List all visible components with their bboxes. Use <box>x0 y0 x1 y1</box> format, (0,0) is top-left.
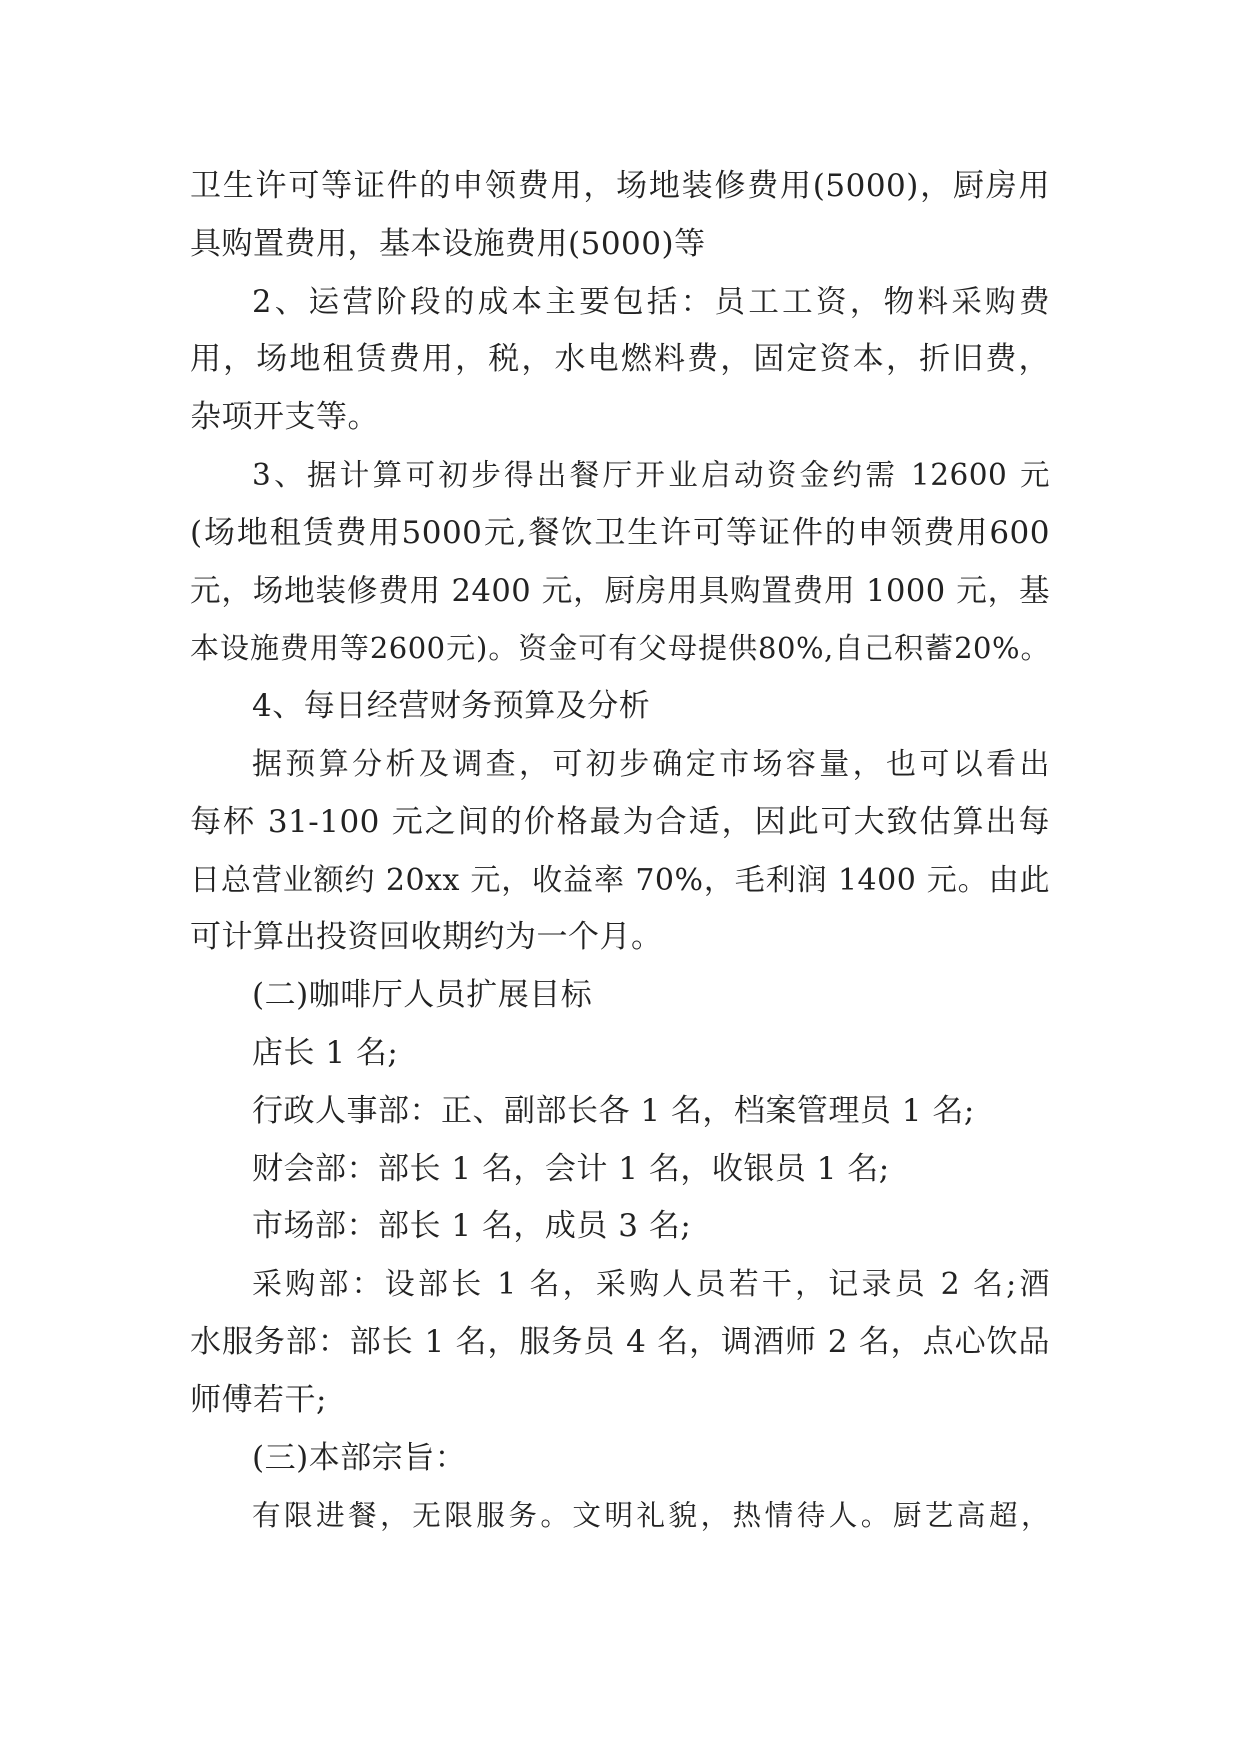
text-line: 水服务部：部长 1 名，服务员 4 名，调酒师 2 名，点心饮品 <box>190 1323 1050 1360</box>
text-line: 每杯 31-100 元之间的价格最为合适，因此可大致估算出每 <box>190 803 1050 840</box>
text-line: 行政人事部：正、副部长各 1 名，档案管理员 1 名; <box>252 1092 975 1129</box>
text-line: 具购置费用，基本设施费用(5000)等 <box>190 225 706 262</box>
text-line: 据预算分析及调查，可初步确定市场容量，也可以看出 <box>252 746 1050 782</box>
text-line: 市场部：部长 1 名，成员 3 名; <box>252 1208 692 1245</box>
text-line: 4、每日经营财务预算及分析 <box>252 688 651 725</box>
text-line: 师傅若干; <box>190 1381 327 1418</box>
text-line: 财会部：部长 1 名，会计 1 名，收银员 1 名; <box>252 1150 890 1187</box>
text-line: 用，场地租赁费用，税，水电燃料费，固定资本，折旧费， <box>190 341 1050 378</box>
text-line: 2、运营阶段的成本主要包括：员工工资，物料采购费 <box>252 284 1050 320</box>
text-line: 店长 1 名; <box>252 1034 399 1071</box>
text-line: 日总营业额约 20xx 元，收益率 70%，毛利润 1400 元。由此 <box>190 862 1050 898</box>
section-heading: (二)咖啡厅人员扩展目标 <box>252 977 593 1014</box>
text-line: 有限进餐，无限服务。文明礼貌，热情待人。厨艺高超， <box>252 1499 1050 1533</box>
text-line: 采购部：设部长 1 名，采购人员若干，记录员 2 名;酒 <box>252 1267 1050 1303</box>
text-line: 卫生许可等证件的申领费用，场地装修费用(5000)，厨房用 <box>190 168 1050 204</box>
text-line: 本设施费用等2600元)。资金可有父母提供80%,自己积蓄20%。 <box>190 631 1050 666</box>
body-text <box>190 158 1050 1545</box>
text-line: 可计算出投资回收期约为一个月。 <box>190 919 663 956</box>
text-line: 元，场地装修费用 2400 元，厨房用具购置费用 1000 元，基 <box>190 573 1050 609</box>
text-line: 杂项开支等。 <box>190 399 379 436</box>
section-heading: (三)本部宗旨： <box>252 1439 467 1476</box>
text-line: (场地租赁费用5000元,餐饮卫生许可等证件的申领费用600 <box>190 514 1050 551</box>
text-line: 3、据计算可初步得出餐厅开业启动资金约需 12600 元 <box>252 457 1050 492</box>
